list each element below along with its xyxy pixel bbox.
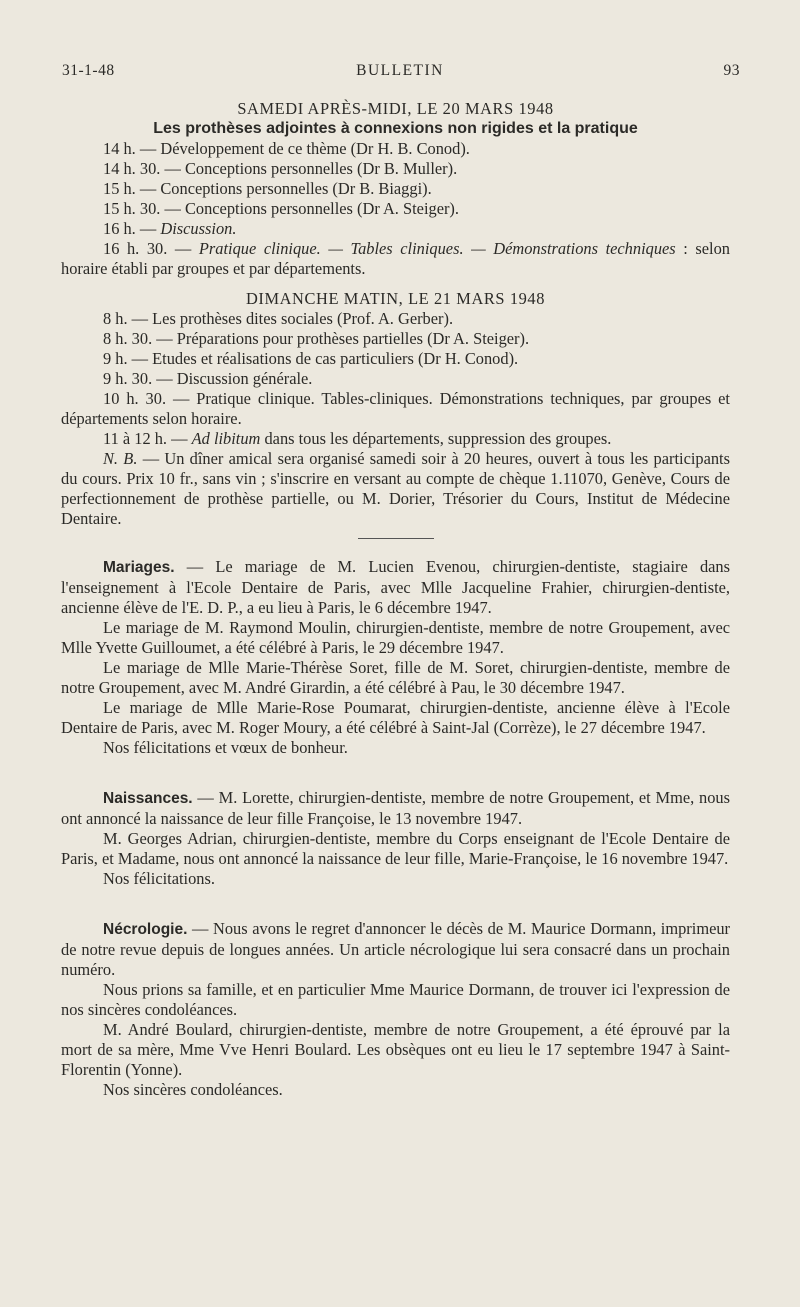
schedule-item: 14 h. — Développement de ce thème (Dr H. B. Conod). [103, 139, 470, 158]
schedule-item: 8 h. — Les prothèses dites sociales (Prof. A. Gerber). [103, 309, 454, 328]
schedule-item-practice: 10 h. 30. — Pratique clinique. Tables-cliniques. Démonstrations techniques, par groupes et départements selon horaire. [61, 389, 730, 428]
schedule-item-clinic [61, 239, 730, 279]
header-date: 31-1-48 [62, 62, 115, 79]
sunday-title: DIMANCHE MATIN, LE 21 MARS 1948 [245, 289, 546, 308]
mariages-paragraph: Mariages. — Le mariage de M. Lucien Evenou, chirurgien-dentiste, stagiaire dans l'enseignement à l'Ecole Dentaire de Paris, avec Mlle Jacqueline Frahier, chirurgien-dentiste, ancienne élève de l'E. D. P., a eu lieu à Paris, le 6 décembre 1947. [61, 557, 730, 617]
discussion-time: 16 h. — [103, 219, 157, 238]
session-subtitle: Les prothèses adjointes à connexions non rigides et la pratique [153, 120, 638, 137]
clinic-label: Pratique clinique. — Tables cliniques. — Démonstrations techniques [198, 239, 676, 258]
nb-label: N. B. [103, 449, 138, 468]
schedule-item: 15 h. — Conceptions personnelles (Dr B. Biaggi). [103, 179, 432, 198]
necrologie-paragraph: Nous prions sa famille, et en particulier Mme Maurice Dormann, de trouver ici l'expression de nos sincères condoléances. [61, 980, 730, 1019]
saturday-title: SAMEDI APRÈS-MIDI, LE 20 MARS 1948 [237, 99, 554, 118]
naissances-paragraph: M. Georges Adrian, chirurgien-dentiste, membre du Corps enseignant de l'Ecole Dentaire de Paris, et Madame, nous ont annoncé la naissance de leur fille, Marie-Françoise, le 16 novembre 1947. [61, 829, 730, 868]
nota-bene [61, 449, 730, 529]
mariages-paragraph: Le mariage de Mlle Marie-Rose Poumarat, chirurgien-dentiste, ancienne élève à l'Ecole Dentaire de Paris, avec M. Roger Moury, a été célébré à Saint-Jal (Corrèze), le 27 décembre 1947. [61, 698, 730, 737]
page-content [61, 99, 730, 1100]
necrologie-paragraph: M. André Boulard, chirurgien-dentiste, membre de notre Groupement, a été éprouvé par la mort de sa mère, Mme Vve Henri Boulard. Les obsèques ont eu lieu le 17 septembre 1947 à Saint-Florentin (Yonne). [61, 1020, 730, 1079]
naissances-paragraph: Naissances. — M. Lorette, chirurgien-dentiste, membre de notre Groupement, et Mme, nous ont annoncé la naissance de leur fille Françoise, le 13 novembre 1947. [61, 788, 730, 828]
mariages-paragraph: Le mariage de M. Raymond Moulin, chirurgien-dentiste, membre de notre Groupement, avec Mlle Yvette Guilloumet, a été célébré à Paris, le 29 décembre 1947. [61, 618, 730, 657]
clinic-rest: : selon horaire établi par groupes et par départements. [61, 239, 730, 278]
schedule-item-discussion [61, 219, 730, 239]
schedule-item: 14 h. 30. — Conceptions personnelles (Dr B. Muller). [103, 159, 458, 178]
adlib-time: 11 à 12 h. — [103, 429, 188, 448]
schedule-item: 9 h. — Etudes et réalisations de cas particuliers (Dr H. Conod). [103, 349, 519, 368]
necrologie-paragraph: Nécrologie. — Nous avons le regret d'annoncer le décès de M. Maurice Dormann, imprimeur de notre revue depuis de longues années. Un article nécrologique lui sera consacré dans un prochain numéro. [61, 919, 730, 979]
mariages-paragraph: Nos félicitations et vœux de bonheur. [103, 738, 348, 757]
schedule-item-adlib [61, 429, 730, 449]
schedule-item: 9 h. 30. — Discussion générale. [103, 369, 313, 388]
adlib-rest: dans tous les départements, suppression des groupes. [260, 429, 612, 448]
nb-text: — Un dîner amical sera organisé samedi soir à 20 heures, ouvert à tous les participants du cours. Prix 10 fr., sans vin ; s'inscrire en versant au compte de chèque 1.11070, Genève, Cours de perfectionnement de prothèse partielle, ou M. Dorier, Trésorier du Cours, Institut de Médecine Dentaire. [61, 449, 730, 528]
mariages-paragraph: Le mariage de Mlle Marie-Thérèse Soret, fille de M. Soret, chirurgien-dentiste, membre de notre Groupement, avec M. André Girardin, a été célébré à Pau, le 30 décembre 1947. [61, 658, 730, 697]
naissances-label: Naissances. [103, 790, 193, 807]
adlib-label: Ad libitum [191, 429, 261, 448]
header-title: BULLETIN [356, 62, 444, 79]
necrologie-label: Nécrologie. [103, 921, 188, 938]
page-number: 93 [723, 62, 740, 79]
necrologie-paragraph: Nos sincères condoléances. [103, 1080, 283, 1099]
mariages-label: Mariages. [103, 559, 175, 576]
discussion-label: Discussion. [160, 219, 237, 238]
schedule-item: 15 h. 30. — Conceptions personnelles (Dr A. Steiger). [103, 199, 459, 218]
clinic-time: 16 h. 30. — [103, 239, 192, 258]
schedule-item: 8 h. 30. — Préparations pour prothèses partielles (Dr A. Steiger). [103, 329, 530, 348]
naissances-paragraph: Nos félicitations. [103, 869, 215, 888]
